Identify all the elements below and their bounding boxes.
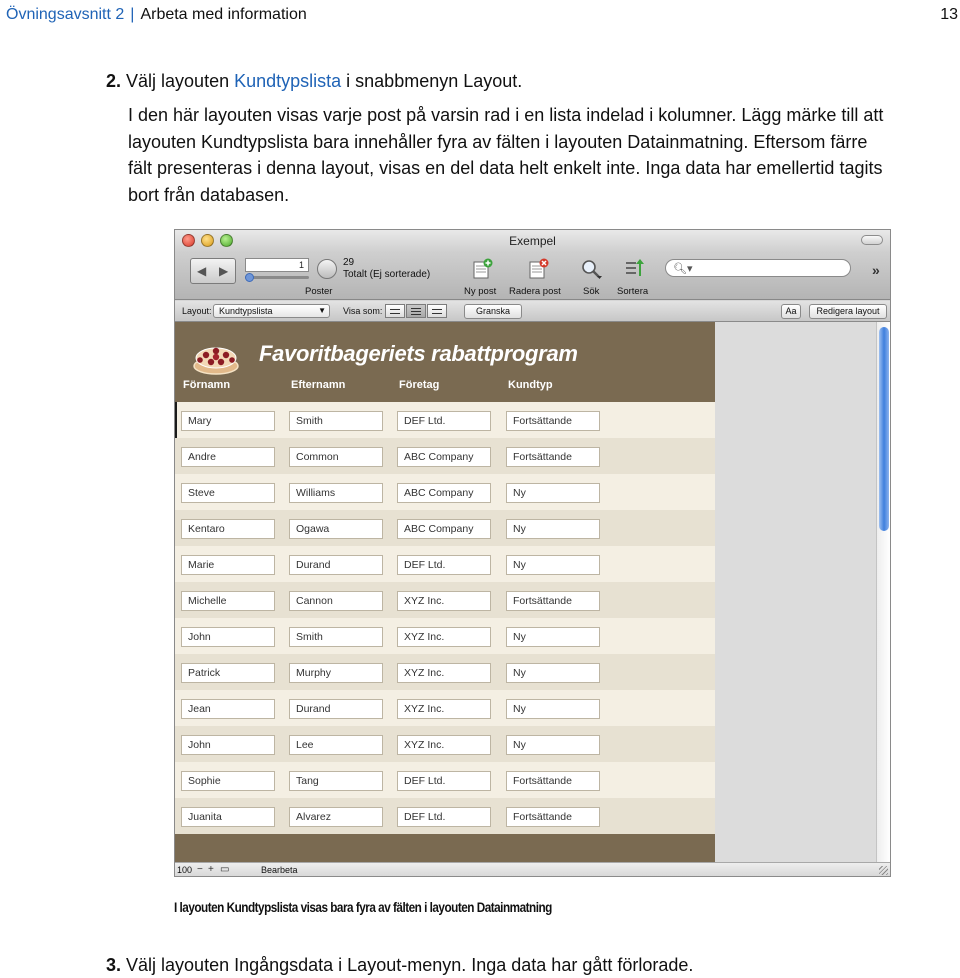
preview-button[interactable]: Granska (464, 304, 522, 319)
company-field[interactable]: DEF Ltd. (397, 411, 491, 431)
step-2-keyword: Kundtypslista (234, 71, 342, 91)
content-area (175, 322, 890, 862)
chapter-heading (6, 6, 307, 24)
new-record-label[interactable]: Ny post (464, 286, 497, 297)
paragraph-line: layouten Kundtypslista bara innehåller fyra av fälten i layouten Datainmatning. Eftersom färre (128, 131, 868, 152)
next-record-icon[interactable]: ▶ (219, 264, 229, 278)
sort-icon[interactable] (622, 258, 644, 280)
vertical-scrollbar[interactable] (876, 322, 890, 862)
view-as-table-button[interactable] (427, 304, 447, 318)
step-2 (106, 71, 522, 92)
company-field[interactable]: DEF Ltd. (397, 555, 491, 575)
last-name-field[interactable]: Cannon (289, 591, 383, 611)
table-row[interactable] (175, 582, 715, 618)
zoom-in-icon[interactable]: + (208, 864, 214, 875)
last-name-field[interactable]: Smith (289, 627, 383, 647)
table-row[interactable] (175, 402, 715, 438)
customer-type-field[interactable]: Fortsättande (506, 771, 600, 791)
company-field[interactable]: DEF Ltd. (397, 771, 491, 791)
first-name-field[interactable]: Marie (181, 555, 275, 575)
customer-type-field[interactable]: Ny (506, 483, 600, 503)
delete-record-label[interactable]: Radera post (509, 286, 561, 297)
table-row[interactable] (175, 690, 715, 726)
step-2-number: 2. (106, 71, 122, 91)
table-row[interactable] (175, 618, 715, 654)
first-name-field[interactable]: Jean (181, 699, 275, 719)
zoom-level[interactable]: 100 (177, 865, 193, 875)
find-label[interactable]: Sök (583, 286, 600, 297)
table-row[interactable] (175, 546, 715, 582)
step-2-text-after: i snabbmenyn Layout. (341, 71, 523, 91)
find-magnifier-icon[interactable] (580, 258, 602, 280)
paragraph-line: I den här layouten visas varje post på varsin rad i en lista indelad i kolumner. Lägg märke till att (128, 105, 884, 125)
last-name-field[interactable]: Tang (289, 771, 383, 791)
sort-label[interactable]: Sortera (617, 286, 649, 297)
column-header-company[interactable]: Företag (399, 379, 440, 391)
table-row[interactable] (175, 510, 715, 546)
company-field[interactable]: ABC Company (397, 519, 491, 539)
toggle-status-area-icon[interactable]: ▭ (220, 864, 230, 875)
last-name-field[interactable]: Alvarez (289, 807, 383, 827)
resize-grip-icon[interactable] (879, 866, 888, 875)
delete-record-icon[interactable] (527, 258, 549, 280)
customer-type-field[interactable]: Fortsättande (506, 411, 600, 431)
paragraph-line: bort från databasen. (128, 184, 290, 205)
customer-type-field[interactable]: Fortsättande (506, 807, 600, 827)
column-header-last-name[interactable]: Efternamn (291, 379, 346, 391)
first-name-field[interactable]: John (181, 735, 275, 755)
first-name-field[interactable]: Mary (181, 411, 275, 431)
chevron-down-icon: ▼ (318, 306, 326, 315)
step-2-text-before: Välj layouten (121, 71, 235, 91)
font-size-button[interactable]: Aa (781, 304, 801, 319)
table-row[interactable] (175, 762, 715, 798)
new-record-icon[interactable] (471, 258, 493, 280)
table-row[interactable] (175, 654, 715, 690)
first-name-field[interactable]: Sophie (181, 771, 275, 791)
list-layout (175, 322, 715, 862)
view-as-list-button[interactable] (406, 304, 426, 318)
layout-header (175, 322, 715, 402)
record-slider-thumb[interactable] (245, 273, 254, 282)
first-name-field[interactable]: Michelle (181, 591, 275, 611)
edit-layout-button[interactable]: Redigera layout (809, 304, 887, 319)
found-status: Totalt (Ej sorterade) (343, 269, 431, 280)
page-header (0, 4, 960, 28)
toolbar-overflow-icon[interactable]: » (872, 262, 880, 278)
search-icon: 🔍︎▾ (673, 263, 693, 275)
customer-type-field[interactable]: Ny (506, 735, 600, 755)
first-name-field[interactable]: Kentaro (181, 519, 275, 539)
step-3-text: Välj layouten Ingångsdata i Layout-menyn. Inga data har gått förlorade. (121, 955, 694, 975)
layout-dropdown[interactable] (213, 304, 330, 318)
layout-dropdown-value: Kundtypslista (219, 306, 273, 316)
page-number: 13 (940, 6, 958, 23)
last-name-field[interactable]: Williams (289, 483, 383, 503)
record-list (175, 402, 715, 834)
layout-label: Layout: (182, 306, 212, 316)
last-name-field[interactable]: Lee (289, 735, 383, 755)
customer-type-field[interactable]: Ny (506, 627, 600, 647)
company-field[interactable]: ABC Company (397, 447, 491, 467)
step-3-number: 3. (106, 955, 122, 975)
chapter-title: Arbeta med information (140, 6, 307, 23)
record-total: 29 (343, 257, 355, 268)
window-status-bar (175, 862, 890, 877)
layout-bar (175, 301, 890, 322)
found-set-pie-icon (317, 259, 337, 279)
window-title: Exempel (509, 234, 556, 248)
table-row[interactable] (175, 474, 715, 510)
cake-logo-icon (192, 336, 240, 376)
previous-record-icon[interactable]: ◀ (197, 264, 207, 278)
last-name-field[interactable]: Durand (289, 699, 383, 719)
status-toolbar (175, 252, 890, 300)
zoom-out-icon[interactable]: − (197, 864, 203, 875)
customer-type-field[interactable]: Fortsättande (506, 447, 600, 467)
record-navigation-book[interactable] (190, 258, 236, 284)
company-field[interactable]: XYZ Inc. (397, 663, 491, 683)
last-name-field[interactable]: Ogawa (289, 519, 383, 539)
record-slider[interactable] (245, 276, 309, 279)
first-name-field[interactable]: Juanita (181, 807, 275, 827)
customer-type-field[interactable]: Fortsättande (506, 591, 600, 611)
table-row[interactable] (175, 798, 715, 834)
section-name: Övningsavsnitt 2 (6, 6, 125, 23)
record-count (343, 257, 430, 281)
table-row[interactable] (175, 726, 715, 762)
current-record-input[interactable]: 1 (245, 258, 309, 272)
step-3 (106, 955, 693, 976)
column-header-customer-type[interactable]: Kundtyp (508, 379, 553, 391)
first-name-field[interactable]: John (181, 627, 275, 647)
customer-type-field[interactable]: Ny (506, 519, 600, 539)
layout-title: Favoritbageriets rabattprogram (259, 341, 578, 366)
layout-footer (175, 834, 715, 862)
figure-caption: I layouten Kundtypslista visas bara fyra av fälten i layouten Datainmatning (174, 899, 552, 915)
customer-type-field[interactable]: Ny (506, 663, 600, 683)
quick-find-input[interactable] (665, 259, 851, 277)
header-separator: | (130, 6, 135, 23)
company-field[interactable]: XYZ Inc. (397, 591, 491, 611)
last-name-field[interactable]: Durand (289, 555, 383, 575)
company-field[interactable]: XYZ Inc. (397, 627, 491, 647)
last-name-field[interactable]: Common (289, 447, 383, 467)
first-name-field[interactable]: Andre (181, 447, 275, 467)
view-as-form-button[interactable] (385, 304, 405, 318)
customer-type-field[interactable]: Ny (506, 699, 600, 719)
company-field[interactable]: XYZ Inc. (397, 699, 491, 719)
company-field[interactable]: XYZ Inc. (397, 735, 491, 755)
toolbar-toggle-button[interactable] (861, 235, 883, 245)
company-field[interactable]: ABC Company (397, 483, 491, 503)
column-header-first-name[interactable]: Förnamn (183, 379, 231, 391)
explanation-paragraph (128, 102, 958, 208)
company-field[interactable]: DEF Ltd. (397, 807, 491, 827)
last-name-field[interactable]: Smith (289, 411, 383, 431)
paragraph-line: fält presenteras i denna layout, visas en del data helt enkelt inte. Inga data har emellertid tagits (128, 158, 883, 178)
last-name-field[interactable]: Murphy (289, 663, 383, 683)
records-label: Poster (305, 286, 333, 297)
mode-indicator[interactable]: Bearbeta (261, 865, 298, 875)
customer-type-field[interactable]: Ny (506, 555, 600, 575)
table-row[interactable] (175, 438, 715, 474)
first-name-field[interactable]: Steve (181, 483, 275, 503)
first-name-field[interactable]: Patrick (181, 663, 275, 683)
filemaker-window (174, 229, 891, 877)
scrollbar-thumb[interactable] (879, 327, 889, 531)
view-as-label: Visa som: (343, 306, 383, 316)
title-bar (175, 230, 890, 252)
